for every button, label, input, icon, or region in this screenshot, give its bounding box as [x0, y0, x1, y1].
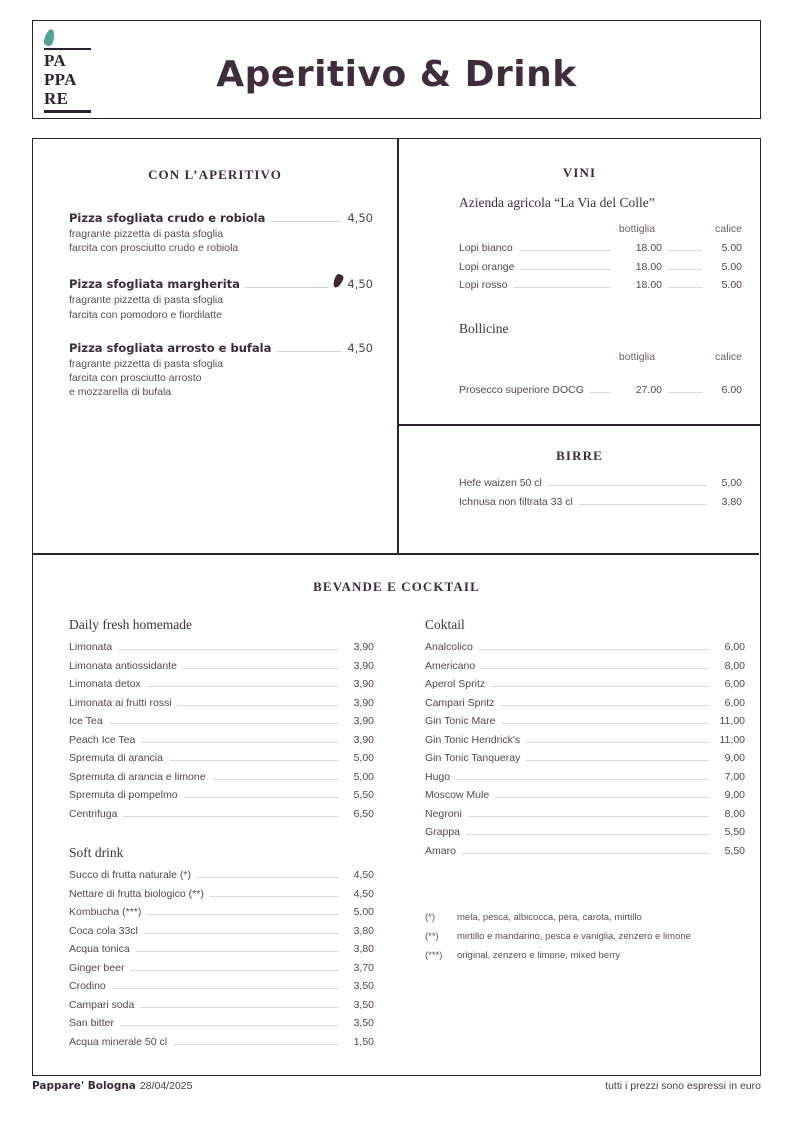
dish-item [69, 341, 373, 400]
note-row [425, 927, 745, 946]
dish-price: 4,50 [347, 340, 373, 355]
beer-name: Ichnusa non filtrata 33 cl [459, 495, 573, 508]
dish-description [69, 227, 373, 255]
leader-line [501, 723, 709, 724]
note-marker: (**) [425, 931, 439, 942]
drink-name: Amaro [425, 844, 456, 857]
wine-row [459, 276, 742, 295]
group-soft-drink [69, 845, 374, 1051]
drink-price: 6,00 [724, 678, 745, 690]
drink-row [69, 638, 374, 657]
drink-price: 3,90 [353, 696, 374, 709]
drink-name: Spremuta di pompelmo [69, 789, 178, 801]
dish-desc-line: e mozzarella di bufala [69, 386, 172, 399]
wine-glass-price: 5.00 [721, 260, 742, 273]
beer-row [459, 474, 742, 493]
drink-price: 3,50 [353, 1017, 374, 1029]
leader-line [144, 933, 338, 934]
drink-row [69, 805, 374, 824]
group-coktail [425, 617, 745, 860]
drink-row [69, 749, 374, 768]
bollicine-column-headers [459, 351, 742, 363]
note-row [425, 908, 745, 927]
drink-name: Nettare di frutta biologico (**) [69, 887, 204, 900]
leader-line [118, 649, 338, 650]
group-title: Coktail [425, 617, 465, 632]
leader-line [197, 877, 338, 878]
drink-row [69, 712, 374, 731]
drink-name: Acqua tonica [69, 943, 130, 955]
leader-line [479, 649, 709, 650]
leader-line [520, 269, 610, 270]
page-title: Aperitivo & Drink [216, 54, 577, 95]
bevande-column-right [425, 617, 745, 965]
drink-price: 5,50 [353, 789, 374, 801]
drink-name: Coca cola 33cl [69, 924, 138, 937]
wine-glass-price: 5.00 [721, 279, 742, 291]
leader-line [210, 896, 338, 897]
leader-line [668, 250, 702, 251]
drink-row [69, 786, 374, 805]
panel-birre [399, 426, 760, 553]
vini-body [459, 195, 742, 399]
leader-line [212, 779, 338, 780]
beer-name: Hefe waizen 50 cl [459, 477, 542, 489]
drink-price: 3,50 [353, 980, 374, 992]
drink-row [69, 694, 374, 713]
menu-frame [32, 138, 761, 1076]
leader-line [548, 485, 706, 486]
drink-name: Analcolico [425, 641, 473, 653]
dish-item [69, 274, 373, 321]
drink-price: 3,90 [353, 641, 374, 653]
drink-name: Spremuta di arancia e limone [69, 770, 206, 783]
drink-name: Succo di frutta naturale (*) [69, 869, 191, 881]
dish-desc-line: fragrante pizzetta di pasta sfoglia [69, 357, 224, 370]
wine-name: Prosecco superiore DOCG [459, 383, 584, 396]
logo-rule-bottom [44, 110, 91, 113]
drink-name: Centrifuga [69, 807, 118, 820]
bevande-heading: BEVANDE E COCKTAIL [313, 579, 480, 594]
wine-row [459, 239, 742, 258]
wine-row [459, 258, 742, 277]
panel-bevande-cocktail [33, 555, 760, 1075]
birre-list [459, 474, 742, 511]
wine-glass-price: 5.00 [721, 242, 742, 254]
dish-header [69, 341, 373, 355]
note-text: mela, pesca, albicocca, pera, carota, mirtillo [457, 912, 642, 923]
leader-line [141, 742, 338, 743]
leader-line [147, 914, 338, 915]
drink-price: 3,80 [353, 924, 374, 937]
drink-price: 1,50 [353, 1035, 374, 1048]
leader-line [462, 853, 709, 854]
dish-price: 4,50 [347, 277, 373, 292]
footer-date: 28/04/2025 [139, 1080, 193, 1092]
leader-line [173, 1044, 338, 1045]
allergen-notes [425, 908, 745, 965]
leader-line [183, 668, 338, 669]
leader-line [130, 970, 338, 971]
aperitivo-dish-list [69, 211, 373, 418]
drink-price: 5,50 [724, 844, 745, 857]
drink-row [69, 977, 374, 996]
dish-header [69, 211, 373, 225]
footer-brand: Pappare' Bologna [32, 1080, 136, 1092]
leader-line [668, 287, 702, 288]
note-row [425, 946, 745, 965]
drink-price: 4,50 [353, 869, 374, 881]
drink-row [425, 712, 745, 731]
drink-name: San bitter [69, 1017, 114, 1029]
dish-desc-line: fragrante pizzetta di pasta sfoglia [69, 294, 224, 307]
drink-name: Limonata detox [69, 678, 141, 690]
leader-line [276, 351, 341, 352]
drink-name: Limonata [69, 641, 113, 653]
col-header-glass: calice [715, 223, 742, 235]
leader-line [519, 250, 610, 251]
footer-note: tutti i prezzi sono espressi in euro [605, 1080, 761, 1092]
note-marker: (*) [425, 912, 436, 923]
drink-row [69, 996, 374, 1015]
note-text: original, zenzero e limone, mixed berry [457, 950, 621, 961]
chili-pepper-icon [331, 273, 344, 289]
drink-name: Crodino [69, 980, 106, 992]
leader-line [456, 779, 709, 780]
logo-line-3: RE [44, 89, 69, 108]
drink-row [69, 1033, 374, 1052]
wine-row [459, 381, 742, 400]
leader-line [526, 742, 709, 743]
panel-vini [399, 139, 760, 424]
leader-line [491, 686, 709, 687]
leader-line [668, 392, 702, 393]
leader-line [112, 988, 338, 989]
drink-price: 3,90 [353, 659, 374, 672]
wine-producer: Azienda agricola “La Via del Colle” [459, 195, 655, 210]
leader-line [466, 834, 709, 835]
dish-price: 4,50 [347, 211, 373, 225]
leaf-drop-icon [43, 28, 56, 47]
leader-line [109, 723, 338, 724]
note-text: mirtillo e mandarino, pesca e vaniglia, zenzero e limone [457, 931, 691, 942]
wine-name: Lopi rosso [459, 279, 508, 291]
drink-name: Moscow Mule [425, 789, 490, 801]
wine-bottle-price: 27.00 [635, 383, 662, 396]
drink-name: Limonata ai frutti rossi [69, 696, 172, 709]
drink-price: 11,00 [719, 715, 745, 727]
wine-bottle-price: 18.00 [635, 279, 662, 291]
drink-price: 3,90 [353, 678, 374, 690]
drink-row [425, 638, 745, 657]
col-header-glass: calice [715, 350, 742, 363]
colhead-spacer [459, 351, 594, 363]
drink-name: Peach Ice Tea [69, 733, 136, 746]
dish-name: Pizza sfogliata arrosto e bufala [69, 340, 272, 355]
drink-price: 3,90 [353, 715, 374, 727]
drink-row [425, 731, 745, 750]
leader-line [579, 504, 706, 505]
drink-name: Acqua minerale 50 cl [69, 1035, 168, 1048]
aperitivo-heading: CON L’APERITIVO [148, 167, 282, 182]
col-header-bottle: bottiglia [618, 350, 656, 363]
header-box [32, 20, 761, 119]
drink-price: 3,90 [353, 733, 374, 746]
drink-price: 6,00 [724, 696, 745, 709]
leader-line [590, 392, 610, 393]
leader-line [120, 1025, 338, 1026]
dish-description [69, 293, 373, 321]
drink-price: 9,00 [724, 789, 745, 801]
drink-name: Gin Tonic Tanqueray [425, 752, 521, 764]
leader-line [513, 287, 610, 288]
drink-row [69, 866, 374, 885]
leader-line [184, 797, 338, 798]
group-spacer [69, 823, 374, 845]
bollicine-heading: Bollicine [459, 320, 509, 336]
drink-name: Gin Tonic Hendrick's [425, 733, 521, 746]
leader-line [245, 287, 329, 288]
drink-row [69, 731, 374, 750]
drink-price: 5,00 [353, 752, 374, 764]
dish-desc-line: fragrante pizzetta di pasta sfoglia [69, 228, 224, 240]
drink-name: Americano [425, 659, 476, 672]
drink-price: 3,50 [353, 998, 374, 1011]
wine-name: Lopi orange [459, 260, 515, 273]
drink-row [425, 694, 745, 713]
group-title: Daily fresh homemade [69, 617, 192, 632]
drink-price: 5,00 [353, 770, 374, 783]
dish-desc-line: farcita con prosciutto crudo e robiola [69, 242, 239, 255]
drink-name: Spremuta di arancia [69, 752, 163, 764]
group-daily-fresh [69, 617, 374, 823]
dish-name: Pizza sfogliata margherita [69, 277, 240, 292]
drink-name: Grappa [425, 826, 461, 838]
drink-price: 3,80 [353, 943, 374, 955]
dish-desc-line: farcita con pomodoro e fiordilatte [69, 308, 222, 321]
leader-line [169, 760, 338, 761]
wine-column-headers [459, 223, 742, 235]
drink-row [425, 657, 745, 676]
leader-line [495, 797, 709, 798]
drink-name: Aperol Spritz [425, 678, 486, 690]
drink-price: 5,50 [724, 826, 745, 838]
leader-line [136, 951, 338, 952]
drink-price: 3,70 [353, 961, 374, 974]
drink-row [425, 675, 745, 694]
drink-price: 5,00 [353, 906, 374, 918]
drink-name: Gin Tonic Mare [425, 715, 496, 727]
leader-line [147, 686, 338, 687]
beer-price: 3,80 [721, 495, 742, 508]
leader-line [481, 668, 709, 669]
drink-name: Negroni [425, 807, 462, 820]
drink-name: Campari Spritz [425, 696, 495, 709]
bevande-column-left [69, 617, 374, 1051]
dish-desc-line: farcita con prosciutto arrosto [69, 372, 202, 385]
dish-description [69, 357, 373, 400]
drink-row [69, 1014, 374, 1033]
page-footer [32, 1080, 761, 1092]
dish-item [69, 211, 373, 255]
drink-price: 7,00 [724, 770, 745, 783]
footer-left [32, 1080, 192, 1092]
drink-row [425, 805, 745, 824]
leader-line [468, 816, 709, 817]
drink-name: Limonata antiossidante [69, 659, 177, 672]
note-marker: (***) [425, 950, 443, 961]
drink-price: 8,00 [724, 659, 745, 672]
drink-price: 9,00 [724, 752, 745, 764]
leader-line [140, 1007, 338, 1008]
drink-name: Ginger beer [69, 961, 125, 974]
drink-name: Hugo [425, 770, 451, 783]
beer-price: 5,00 [721, 477, 742, 489]
drink-row [425, 786, 745, 805]
drink-name: Ice Tea [69, 715, 103, 727]
drink-name: Kombucha (***) [69, 906, 142, 918]
bollicine-rows [459, 381, 742, 400]
vini-heading: VINI [562, 165, 597, 180]
wine-bottle-price: 18.00 [635, 260, 662, 273]
drink-row [425, 823, 745, 842]
col-header-bottle: bottiglia [618, 223, 656, 235]
drink-row [69, 903, 374, 922]
leader-line [526, 760, 709, 761]
logo-line-2: PPA [44, 70, 77, 89]
leader-line [500, 705, 709, 706]
logo-rule-top [44, 48, 91, 50]
beer-row [459, 493, 742, 512]
wine-bottle-price: 18.00 [635, 242, 662, 254]
drink-row [425, 749, 745, 768]
wine-name: Lopi bianco [459, 242, 513, 254]
drink-row [69, 657, 374, 676]
leader-line [668, 269, 702, 270]
dish-header [69, 274, 373, 291]
drink-row [425, 768, 745, 787]
drink-price: 6,50 [353, 807, 374, 820]
drink-row [69, 675, 374, 694]
drink-row [69, 768, 374, 787]
dish-name: Pizza sfogliata crudo e robiola [69, 211, 266, 225]
panel-con-aperitivo [33, 139, 397, 553]
drink-price: 8,00 [724, 807, 745, 820]
drink-name: Campari soda [69, 998, 135, 1011]
birre-heading: BIRRE [556, 448, 603, 463]
leader-line [178, 705, 338, 706]
colhead-spacer [459, 223, 594, 235]
drink-row [69, 922, 374, 941]
drink-price: 6,00 [724, 641, 745, 653]
logo-line-1: PA [44, 51, 66, 70]
drink-row [69, 959, 374, 978]
drink-row [69, 940, 374, 959]
drink-price: 11,00 [719, 733, 745, 746]
wine-glass-price: 6.00 [721, 383, 742, 396]
drink-row [69, 885, 374, 904]
leader-line [123, 816, 338, 817]
leader-line [270, 221, 341, 222]
group-title: Soft drink [69, 845, 124, 860]
drink-price: 4,50 [353, 887, 374, 900]
drink-row [425, 842, 745, 861]
